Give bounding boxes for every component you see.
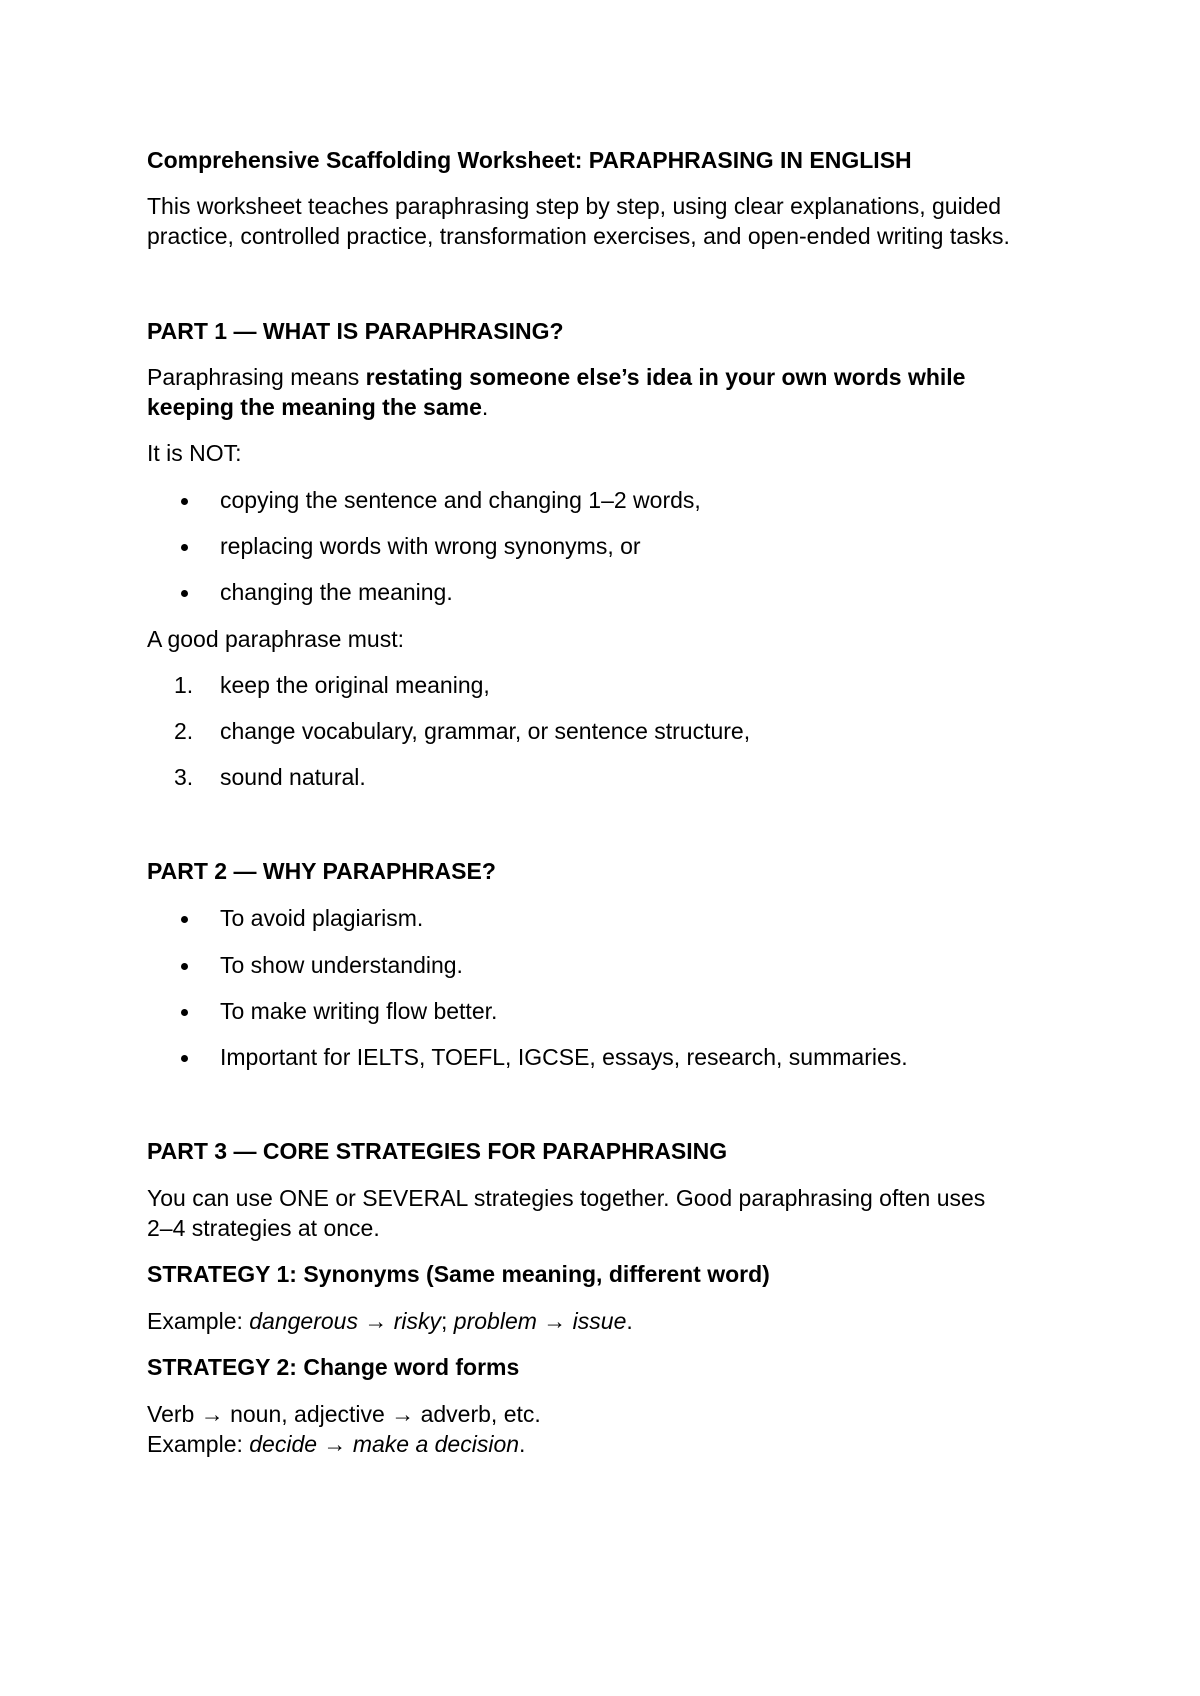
example-end: . (626, 1308, 633, 1334)
example-label: Example: (147, 1308, 250, 1334)
list-number: 1. (174, 672, 194, 698)
list-item-text: copying the sentence and changing 1–2 words, (220, 487, 701, 513)
strategy2-line-1: Verb → noun, adjective → adverb, etc. (147, 1401, 541, 1427)
list-item-text: sound natural. (220, 764, 366, 790)
part1-definition-line-1 (147, 362, 965, 392)
list-item-text: To avoid plagiarism. (220, 905, 424, 931)
list-item-text: change vocabulary, grammar, or sentence structure, (220, 718, 751, 744)
definition-bold-1: restating someone else’s idea in your own words while (365, 364, 966, 390)
list-number: 3. (174, 764, 194, 790)
part2-heading: PART 2 — WHY PARAPHRASE? (147, 858, 496, 884)
bullet-icon (181, 577, 201, 607)
list-item-text: Important for IELTS, TOEFL, IGCSE, essays, research, summaries. (220, 1044, 908, 1070)
strategy1-heading: STRATEGY 1: Synonyms (Same meaning, different word) (147, 1261, 770, 1287)
intro-line-1: This worksheet teaches paraphrasing step by step, using clear explanations, guided (147, 193, 1002, 219)
must-label: A good paraphrase must: (147, 626, 404, 652)
bullet-icon (181, 485, 201, 515)
list-item-text: replacing words with wrong synonyms, or (220, 533, 641, 559)
part3-heading: PART 3 — CORE STRATEGIES FOR PARAPHRASING (147, 1138, 728, 1164)
strategy2-example (147, 1429, 525, 1459)
list-number: 2. (174, 718, 194, 744)
list-item-text: To make writing flow better. (220, 998, 498, 1024)
list-item-text: keep the original meaning, (220, 672, 490, 698)
bullet-icon (181, 950, 201, 980)
definition-suffix: . (481, 394, 489, 420)
bullet-icon (181, 1042, 201, 1072)
example-separator: ; (441, 1308, 454, 1334)
part1-heading: PART 1 — WHAT IS PARAPHRASING? (147, 318, 564, 344)
intro-line-2: practice, controlled practice, transformation exercises, and open-ended writing tasks. (147, 223, 1010, 249)
strategy1-example (147, 1306, 633, 1336)
list-item-text: To show understanding. (220, 952, 463, 978)
bullet-icon (181, 531, 201, 561)
example-end: . (519, 1431, 526, 1457)
part3-intro-line-2: 2–4 strategies at once. (147, 1215, 380, 1241)
not-label: It is NOT: (147, 440, 242, 466)
bullet-icon (181, 996, 201, 1026)
page-title: Comprehensive Scaffolding Worksheet: PARAPHRASING IN ENGLISH (147, 147, 912, 173)
example-label: Example: (147, 1431, 250, 1457)
definition-bold-2: keeping the meaning the same (147, 394, 482, 420)
definition-prefix: Paraphrasing means (147, 364, 366, 390)
strategy2-heading: STRATEGY 2: Change word forms (147, 1354, 520, 1380)
list-item-text: changing the meaning. (220, 579, 453, 605)
part3-intro-line-1: You can use ONE or SEVERAL strategies together. Good paraphrasing often uses (147, 1185, 986, 1211)
bullet-icon (181, 903, 201, 933)
part1-definition-line-2 (147, 392, 488, 422)
example-pair: decide → make a decision (249, 1431, 520, 1457)
example-pair-1: dangerous → risky (249, 1308, 442, 1334)
example-pair-2: problem → issue (453, 1308, 627, 1334)
